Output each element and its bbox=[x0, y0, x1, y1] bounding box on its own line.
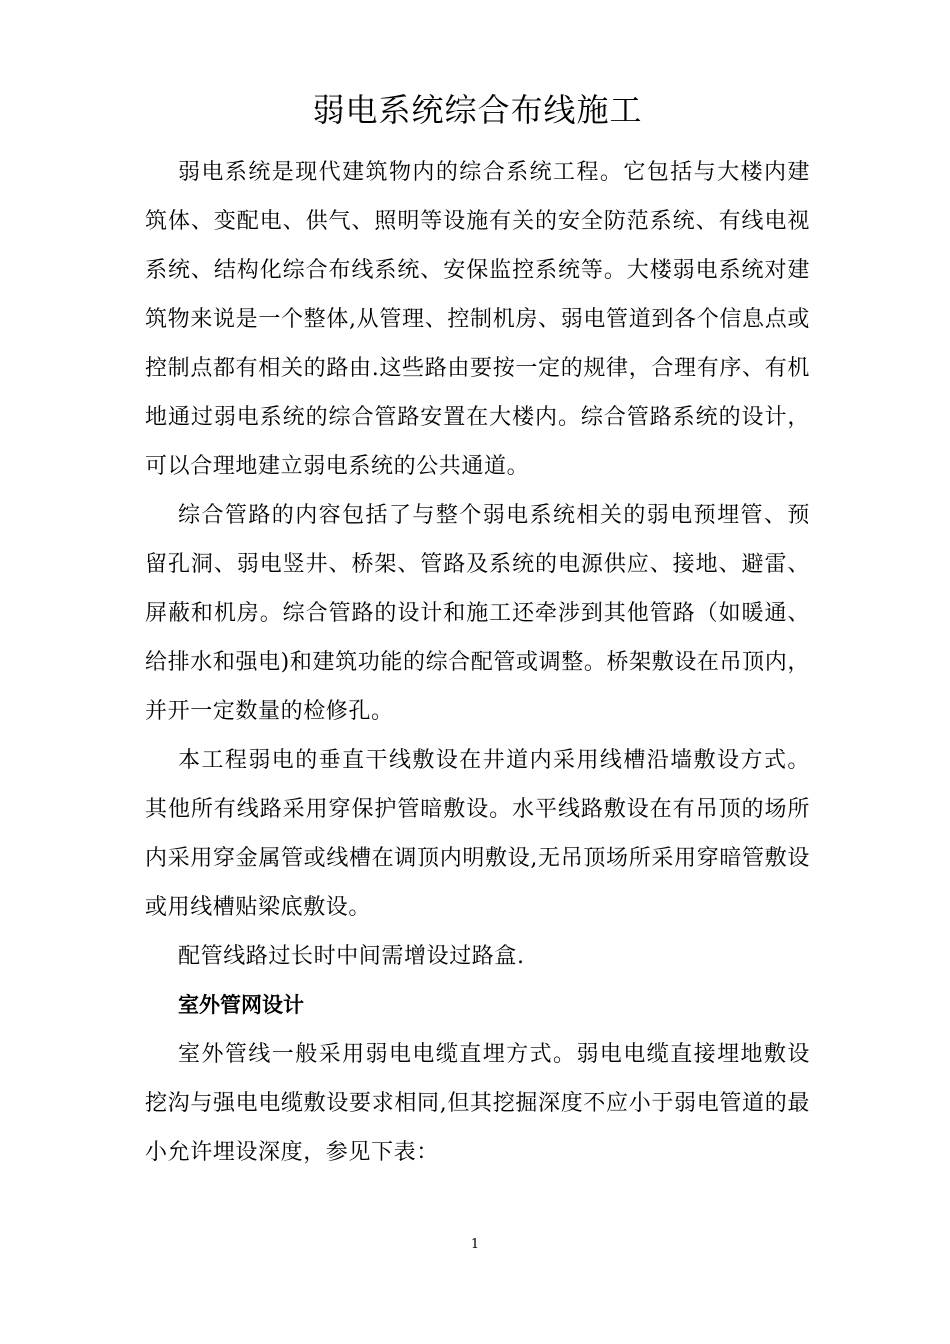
section-heading-outdoor-network: 室外管网设计 bbox=[178, 993, 304, 1017]
paragraph-pipeline-content: 综合管路的内容包括了与整个弱电系统相关的弱电预埋管、预留孔洞、弱电竖井、桥架、管路及系统的电源供应、接地、避雷、屏蔽和机房。综合管路的设计和施工还牵涉到其他管路（如暖通、给排水和强电)和建筑功能的综合配管或调整。桥架敷设在吊顶内，并开一定数量的检修孔。 bbox=[145, 503, 810, 724]
document-title: 弱电系统综合布线施工 bbox=[312, 91, 643, 129]
paragraph-outdoor-cabling: 室外管线一般采用弱电电缆直埋方式。弱电电缆直接埋地敷设挖沟与强电电缆敷设要求相同,但其挖掘深度不应小于弱电管道的最小允许埋设深度，参见下表： bbox=[145, 1042, 810, 1165]
paragraph-trunk-routing: 本工程弱电的垂直干线敷设在井道内采用线槽沿墙敷设方式。其他所有线路采用穿保护管暗敷设。水平线路敷设在有吊顶的场所内采用穿金属管或线槽在调顶内明敷设,无吊顶场所采用穿暗管敷设或用线槽贴梁底敷设。 bbox=[145, 748, 810, 920]
page-number: 1 bbox=[470, 1237, 480, 1252]
document-page bbox=[145, 88, 810, 1177]
paragraph-junction-box: 配管线路过长时中间需增设过路盒. bbox=[178, 944, 525, 969]
paragraph-intro: 弱电系统是现代建筑物内的综合系统工程。它包括与大楼内建筑体、变配电、供气、照明等设施有关的安全防范系统、有线电视系统、结构化综合布线系统、安保监控系统等。大楼弱电系统对建筑物来说是一个整体,从管理、控制机房、弱电管道到各个信息点或控制点都有相关的路由.这些路由要按一定的规律，合理有序、有机地通过弱电系统的综合管路安置在大楼内。综合管路系统的设计，可以合理地建立弱电系统的公共通道。 bbox=[145, 160, 810, 479]
